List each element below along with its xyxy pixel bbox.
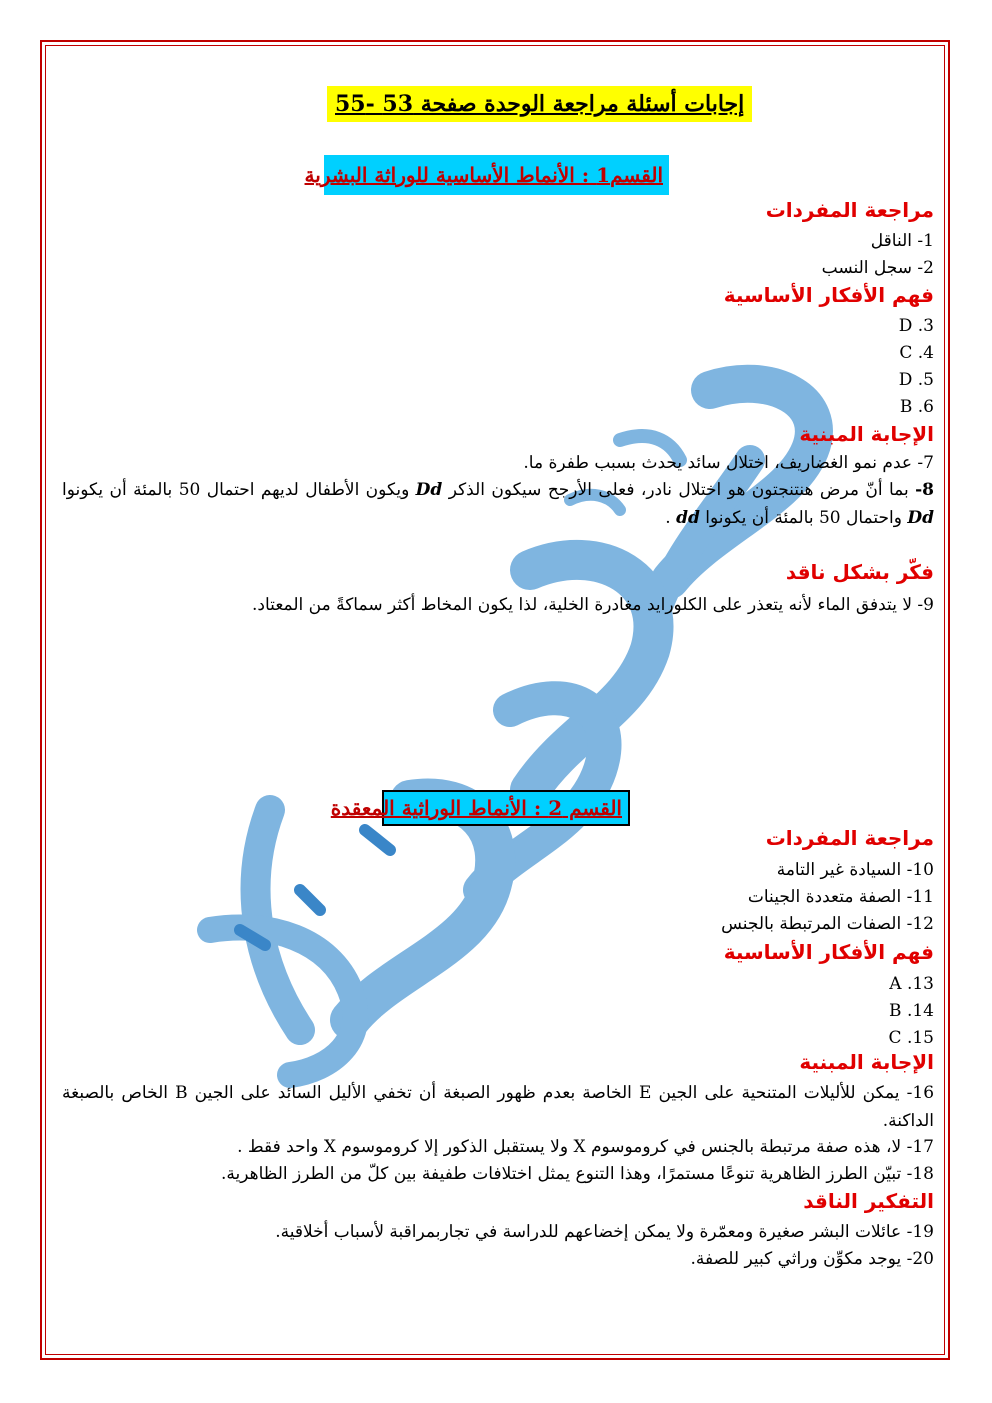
answer-5: 5. D bbox=[898, 370, 934, 390]
section2-header-text: القسم 2 : الأنماط الوراثية المعقدة bbox=[330, 796, 622, 820]
section1-vocab-heading: مراجعة المفردات bbox=[765, 198, 934, 222]
answer-6: 6. B bbox=[899, 397, 934, 417]
answer-20: 20- يوجد مكوِّن وراثي كبير للصفة. bbox=[690, 1249, 934, 1269]
section1-header bbox=[304, 155, 669, 195]
vocab-item-10: 10- السيادة غير التامة bbox=[776, 860, 934, 880]
answer-15: 15. C bbox=[888, 1028, 934, 1048]
answer-7: 7- عدم نمو الغضاريف، اختلال سائد يحدث بسبب طفرة ما. bbox=[523, 453, 934, 473]
answer-14: 14. B bbox=[889, 1001, 934, 1021]
page-title bbox=[327, 86, 752, 122]
genotype-dd-2: Dd bbox=[907, 508, 934, 528]
answer-8 bbox=[62, 476, 934, 532]
answer-4: 4. C bbox=[899, 343, 934, 363]
answer-3: 3. D bbox=[898, 316, 934, 336]
vocab-item-2: 2- سجل النسب bbox=[821, 258, 934, 278]
answer-8-number: 8- bbox=[915, 480, 934, 500]
section1-main-ideas-heading: فهم الأفكار الأساسية bbox=[723, 283, 934, 307]
answer-8-part-b: ويكون الأطفال لديهم احتمال 50 بالمئة أن يكونوا bbox=[62, 480, 416, 500]
answer-16: 16- يمكن للأليلات المتنحية على الجين E الخاصة بعدم ظهور الصبغة أن تخفي الأليل السائد على الجين B الخاص بالصبغة الداكنة. bbox=[62, 1083, 935, 1131]
page-title-text: إجابات أسئلة مراجعة الوحدة صفحة 53 -55 bbox=[335, 91, 745, 117]
vocab-item-1: 1- الناقل bbox=[870, 231, 934, 251]
answer-19: 19- عائلات البشر صغيرة ومعمّرة ولا يمكن إخضاعهم للدراسة في تجاربمراقبة لأسباب أخلاقية. bbox=[275, 1222, 934, 1242]
answer-13: 13. A bbox=[889, 974, 934, 994]
answer-8-part-d: . bbox=[665, 508, 677, 528]
answer-18: 18- تبيّن الطرز الظاهرية تنوعًا مستمرًا، وهذا التنوع يمثل اختلافات طفيفة بين كلّ من الطرز الظاهرية. bbox=[221, 1164, 934, 1184]
answer-9: 9- لا يتدفق الماء لأنه يتعذر على الكلورايد مغادرة الخلية، لذا يكون المخاط أكثر سماكةً من المعتاد. bbox=[252, 595, 934, 615]
section1-critical-heading: فكّر بشكل ناقد bbox=[785, 560, 934, 584]
section2-critical-heading: التفكير الناقد bbox=[803, 1189, 934, 1213]
genotype-dd-3: dd bbox=[676, 508, 700, 528]
section2-vocab-heading: مراجعة المفردات bbox=[765, 826, 934, 850]
answer-17: 17- لا، هذه صفة مرتبطة بالجنس في كروموسوم X ولا يستقبل الذكور إلا كروموسوم X واحد فقط . bbox=[237, 1137, 934, 1157]
section1-header-text: القسم1 : الأنماط الأساسية للوراثة البشرية bbox=[304, 163, 663, 187]
vocab-item-11: 11- الصفة متعددة الجينات bbox=[747, 887, 934, 907]
answer-8-part-c: واحتمال 50 بالمئة أن يكونوا bbox=[699, 508, 908, 528]
section2-main-ideas-heading: فهم الأفكار الأساسية bbox=[723, 940, 934, 964]
answer-8-part-a: بما أنّ مرض هنتنجتون هو اختلال نادر، فعلى الأرجح سيكون الذكر bbox=[442, 480, 916, 500]
section1-constructed-heading: الإجابة المبنية bbox=[799, 422, 934, 446]
section2-header bbox=[330, 790, 630, 826]
genotype-dd-1: Dd bbox=[415, 480, 443, 500]
vocab-item-12: 12- الصفات المرتبطة بالجنس bbox=[721, 914, 934, 934]
section2-constructed-heading: الإجابة المبنية bbox=[799, 1050, 934, 1074]
